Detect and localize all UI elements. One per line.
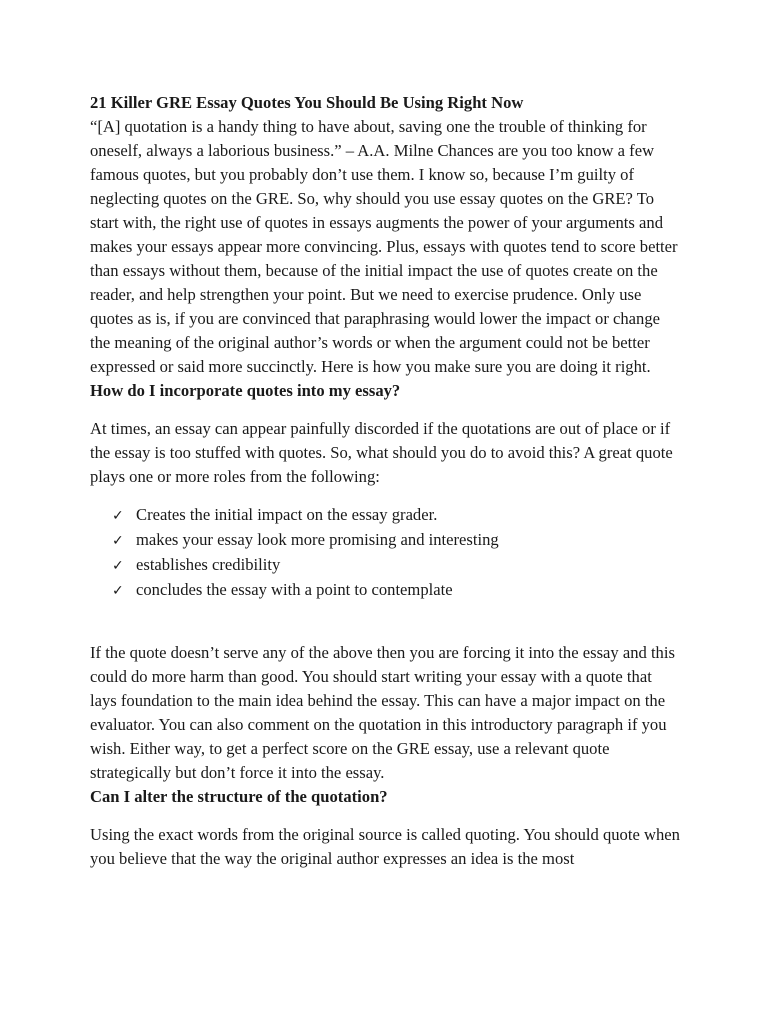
- document-page: [90, 91, 680, 871]
- list-item-text: Creates the initial impact on the essay grader.: [136, 505, 438, 524]
- check-mark-icon: ✓: [112, 558, 124, 574]
- document-title: 21 Killer GRE Essay Quotes You Should Be Using Right Now: [90, 93, 524, 112]
- section1-paragraph-1: At times, an essay can appear painfully discorded if the quotations are out of place or if the essay is too stuffed with quotes. So, what should you do to avoid this? A great quote plays one or more roles from the following:: [90, 419, 673, 486]
- list-item-text: concludes the essay with a point to contemplate: [136, 580, 453, 599]
- check-mark-icon: ✓: [112, 583, 124, 599]
- intro-paragraph: “[A] quotation is a handy thing to have about, saving one the trouble of thinking for oneself, always a laborious business.” – A.A. Milne Chances are you too know a few famous quotes, but you probably don’t use them. I know so, because I’m guilty of neglecting quotes on the GRE. So, why should you use essay quotes on the GRE? To start with, the right use of quotes in essays augments the power of your arguments and makes your essays appear more convincing. Plus, essays with quotes tend to score better than essays without them, because of the initial impact the use of quotes create on the reader, and help strengthen your point. But we need to exercise prudence. Only use quotes as is, if you are convinced that paraphrasing would lower the impact or change the meaning of the original author’s words or when the argument could not be better expressed or said more succinctly. Here is how you make sure you are doing it right.: [90, 117, 678, 376]
- list-item-text: establishes credibility: [136, 555, 281, 574]
- check-mark-icon: ✓: [112, 508, 124, 524]
- roles-checklist: [112, 503, 680, 603]
- section2-paragraph-1: Using the exact words from the original source is called quoting. You should quote when you believe that the way the original author expresses an idea is the most: [90, 825, 680, 868]
- list-item: [112, 528, 680, 553]
- list-item: [112, 503, 680, 528]
- list-item: [112, 578, 680, 603]
- section1-paragraph-2: If the quote doesn’t serve any of the above then you are forcing it into the essay and this could do more harm than good. You should start writing your essay with a quote that lays foundation to the main idea behind the essay. This can have a major impact on the evaluator. You can also comment on the quotation in this introductory paragraph if you wish. Either way, to get a perfect score on the GRE essay, use a relevant quote strategically but don’t force it into the essay.: [90, 643, 675, 782]
- list-item-text: makes your essay look more promising and interesting: [136, 530, 499, 549]
- list-item: [112, 553, 680, 578]
- section-heading-alter-structure: Can I alter the structure of the quotation?: [90, 787, 388, 806]
- section-heading-incorporate: How do I incorporate quotes into my essay?: [90, 381, 401, 400]
- check-mark-icon: ✓: [112, 533, 124, 549]
